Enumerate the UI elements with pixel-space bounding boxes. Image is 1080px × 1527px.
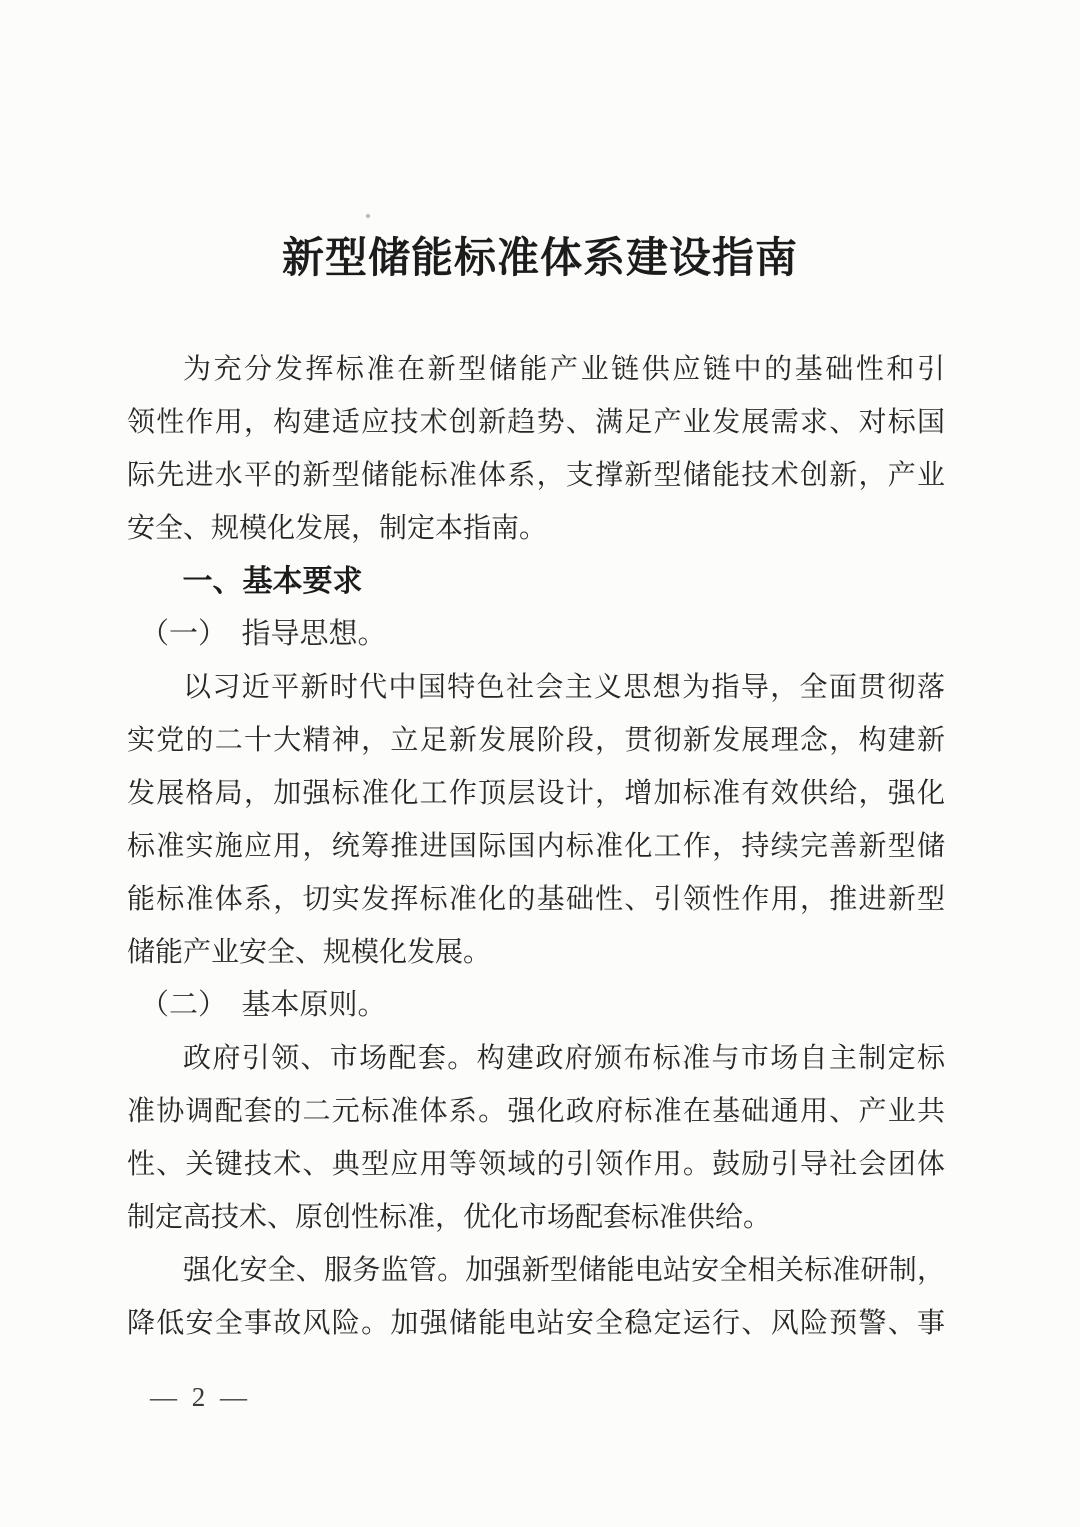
subsection-heading: （二） 基本原则。	[140, 989, 387, 1021]
section-heading: 一、基本要求	[182, 565, 363, 598]
text-line: 制定高技术、原创性标准，优化市场配套标准供给。	[127, 1202, 772, 1233]
text-line: 政府引领、市场配套。构建政府颁布标准与市场自主制定标	[183, 1043, 945, 1074]
text-line: 性、关键技术、典型应用等领域的引领作用。鼓励引导社会团体	[127, 1149, 945, 1180]
text-line: 际先进水平的新型储能标准体系，支撑新型储能技术创新，产业	[127, 460, 945, 491]
text-line: 领性作用，构建适应技术创新趋势、满足产业发展需求、对标国	[127, 407, 945, 438]
text-line: 标准实施应用，统筹推进国际国内标准化工作，持续完善新型储	[127, 831, 945, 862]
page-number: — 2 —	[150, 1382, 251, 1412]
scan-artifact-dot	[366, 214, 370, 218]
document-title: 新型储能标准体系建设指南	[281, 236, 798, 282]
subsection-heading: （一） 指导思想。	[140, 618, 387, 650]
document-body	[127, 343, 945, 1350]
text-line: 实党的二十大精神，立足新发展阶段，贯彻新发展理念，构建新	[127, 725, 945, 756]
text-line: 储能产业安全、规模化发展。	[127, 937, 492, 968]
text-line: 为充分发挥标准在新型储能产业链供应链中的基础性和引	[183, 354, 945, 385]
text-line: 准协调配套的二元标准体系。强化政府标准在基础通用、产业共	[127, 1096, 945, 1127]
text-line: 以习近平新时代中国特色社会主义思想为指导，全面贯彻落	[183, 672, 945, 703]
text-line: 降低安全事故风险。加强储能电站安全稳定运行、风险预警、事	[127, 1308, 945, 1339]
text-line: 强化安全、服务监管。加强新型储能电站安全相关标准研制，	[183, 1255, 945, 1286]
text-line: 发展格局，加强标准化工作顶层设计，增加标准有效供给，强化	[127, 778, 945, 809]
text-line: 能标准体系，切实发挥标准化的基础性、引领性作用，推进新型	[127, 884, 945, 915]
text-line: 安全、规模化发展，制定本指南。	[127, 513, 548, 544]
